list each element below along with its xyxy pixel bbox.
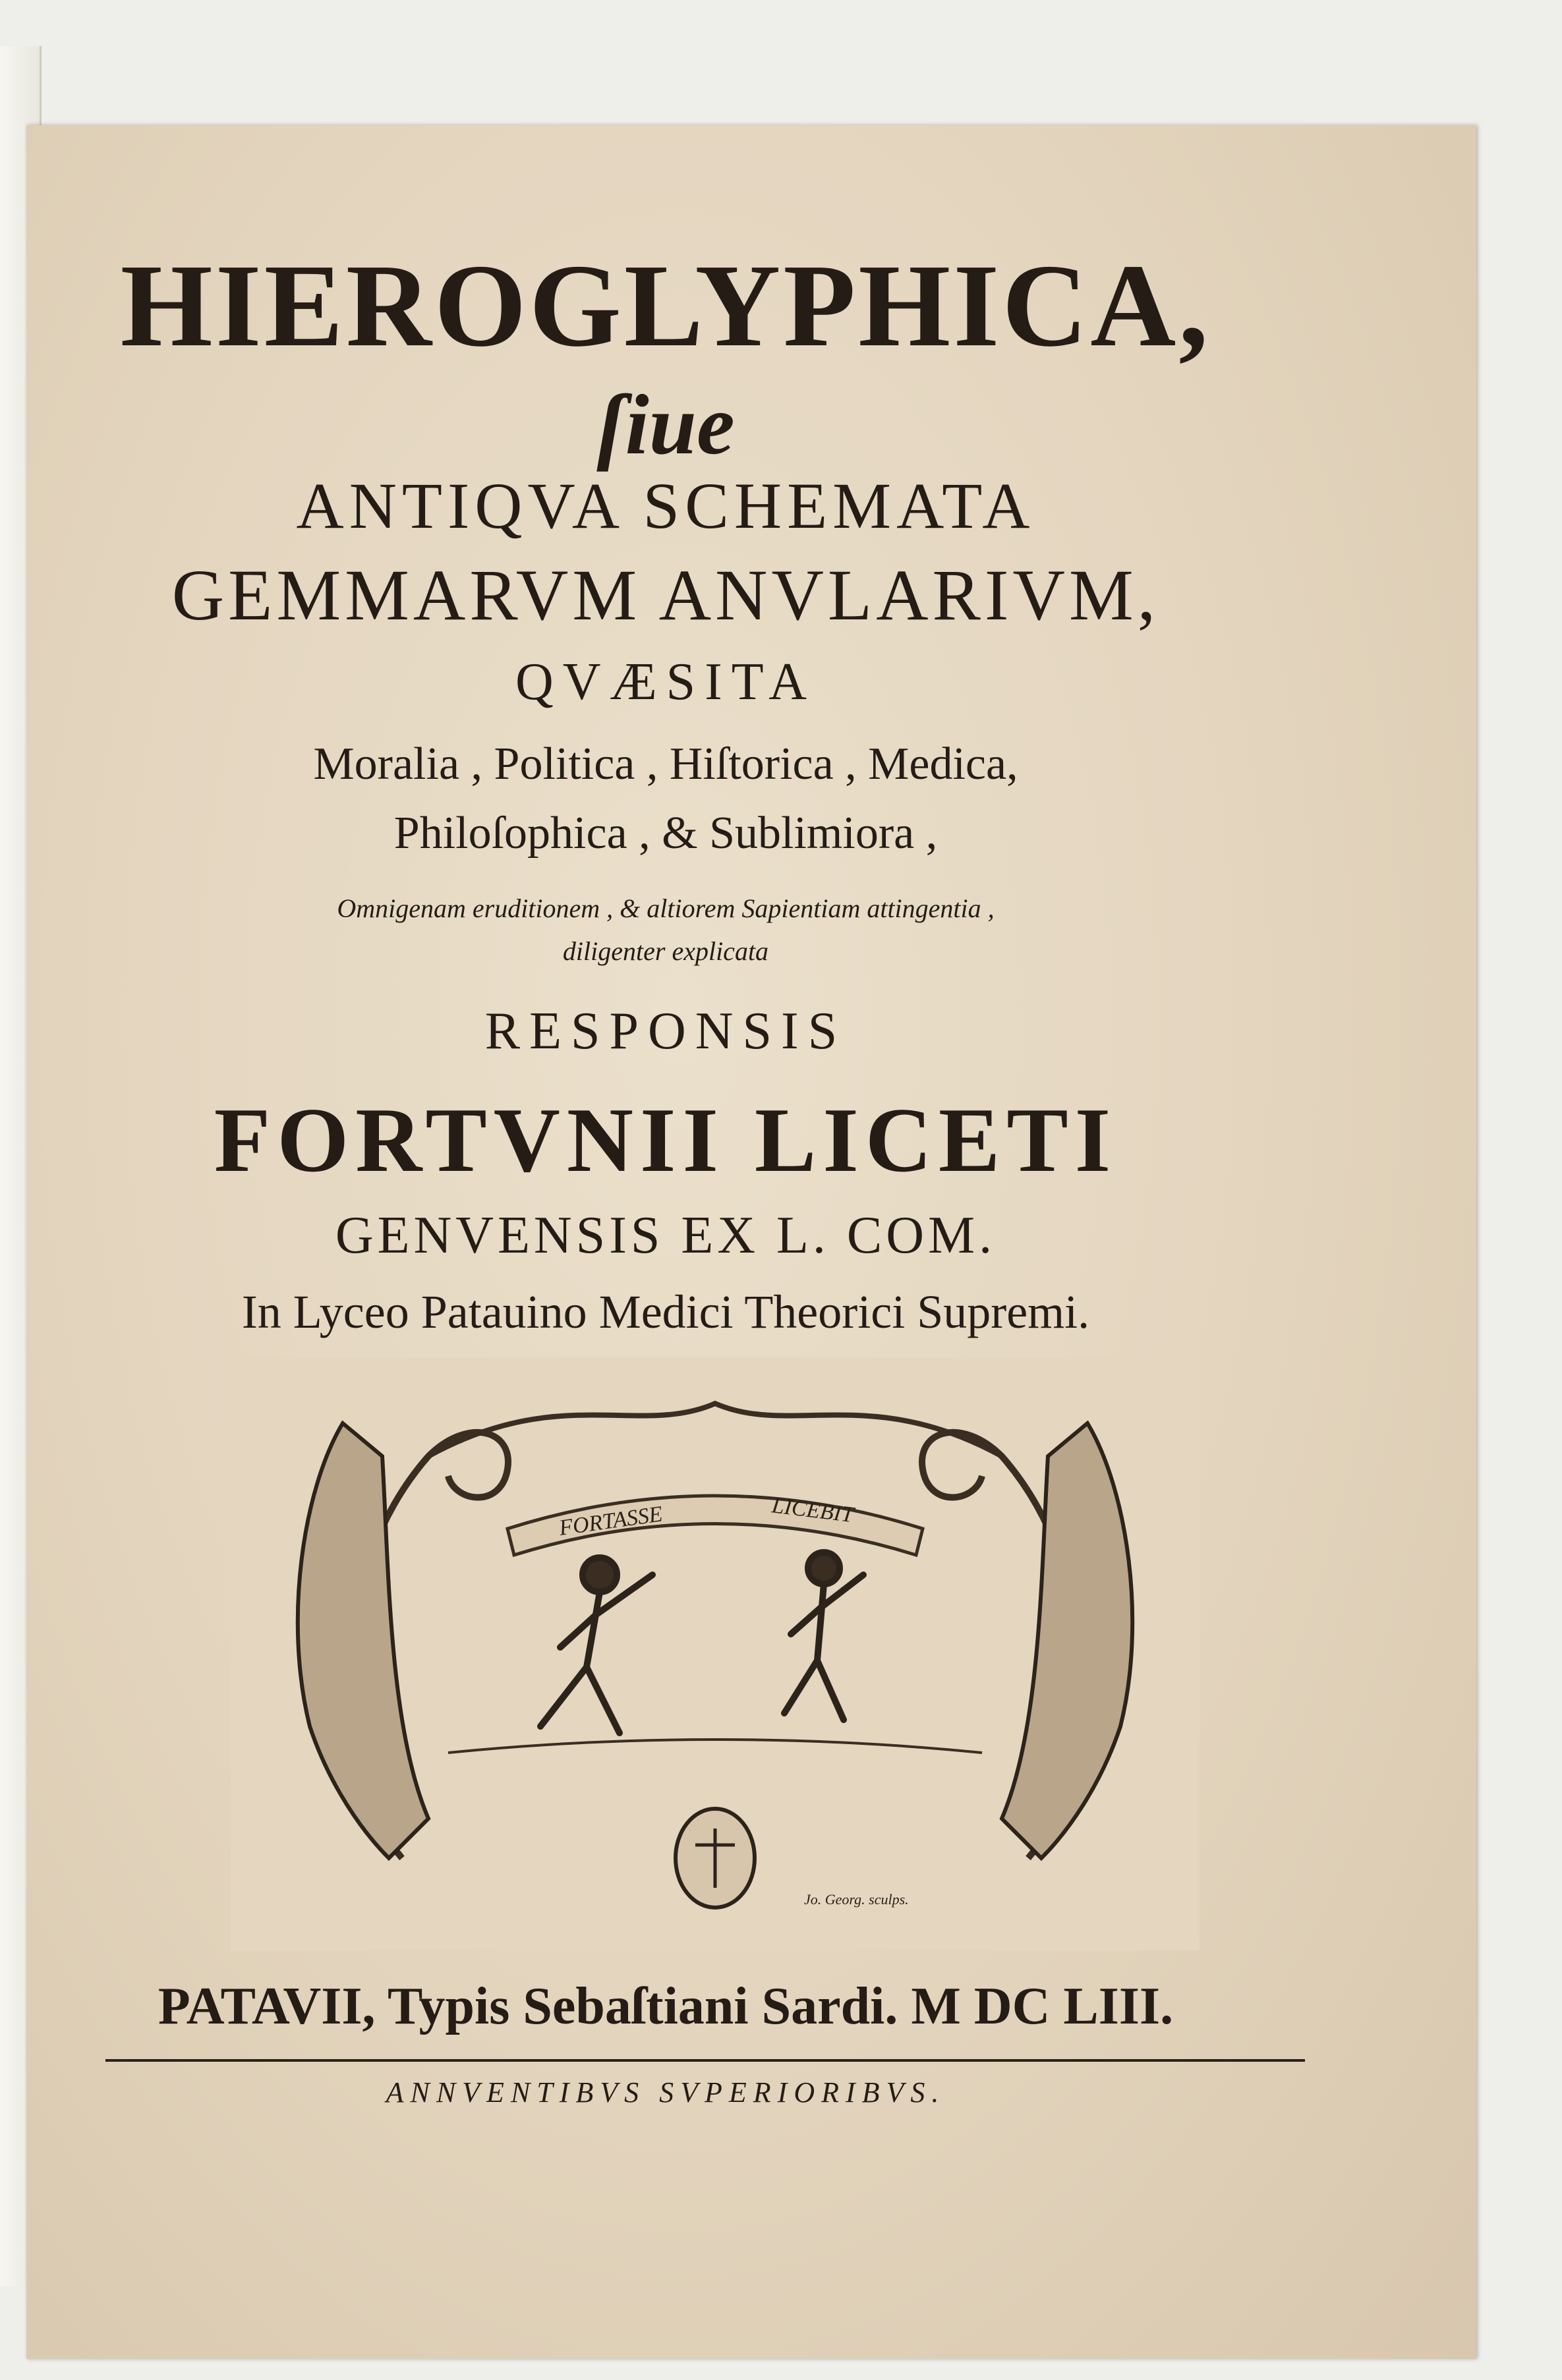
vignette-top-scroll [428,1403,1002,1456]
subtitle-line-2: diligenter explicata [562,936,769,966]
title-quaesita: QVÆSITA [515,653,817,711]
engraved-vignette [231,1357,1200,1950]
vignette-motto-right: LICEBIT [770,1493,855,1528]
title-line-antiqua: ANTIQVA SCHEMATA [296,469,1035,542]
permission-line: ANNVENTIBVS SVPERIORIBVS. [386,2076,946,2109]
vignette-engraving [231,1357,1200,1950]
imprint-line: PATAVII, Typis Sebaſtiani Sardi. M DC LIII. [158,1977,1174,2035]
vignette-left-beast [298,1423,428,1858]
imprint-rule [105,2059,1305,2062]
subtitle-line-1: Omnigenam eruditionem , & altiorem Sapientiam attingentia , [337,893,995,923]
subjects-line-1: Moralia , Politica , Hiſtorica , Medica, [313,739,1018,789]
vignette-right-beast [1002,1423,1132,1858]
title-page [26,125,1476,2359]
author-name: FORTVNII LICETI [214,1089,1118,1191]
vignette-figure-left [540,1558,652,1733]
vignette-motto-left: FORTASSE [557,1502,664,1541]
subjects-line-2: Philoſophica , & Sublimiora , [393,808,938,859]
vignette-ground [448,1740,982,1753]
title-siue: ſiue [596,378,735,472]
vignette-figure-right [784,1552,863,1720]
author-origin: GENVENSIS EX L. COM. [335,1206,997,1264]
responsis-label: RESPONSIS [484,1002,847,1060]
author-position: In Lyceo Patauino Medici Theorici Supremi. [241,1286,1090,1338]
engraver-signature: Jo. Georg. sculps. [804,1891,909,1908]
title-line-gemmarum: GEMMARVM ANVLARIVM, [171,555,1160,635]
book-title: HIEROGLYPHICA, [120,240,1211,371]
